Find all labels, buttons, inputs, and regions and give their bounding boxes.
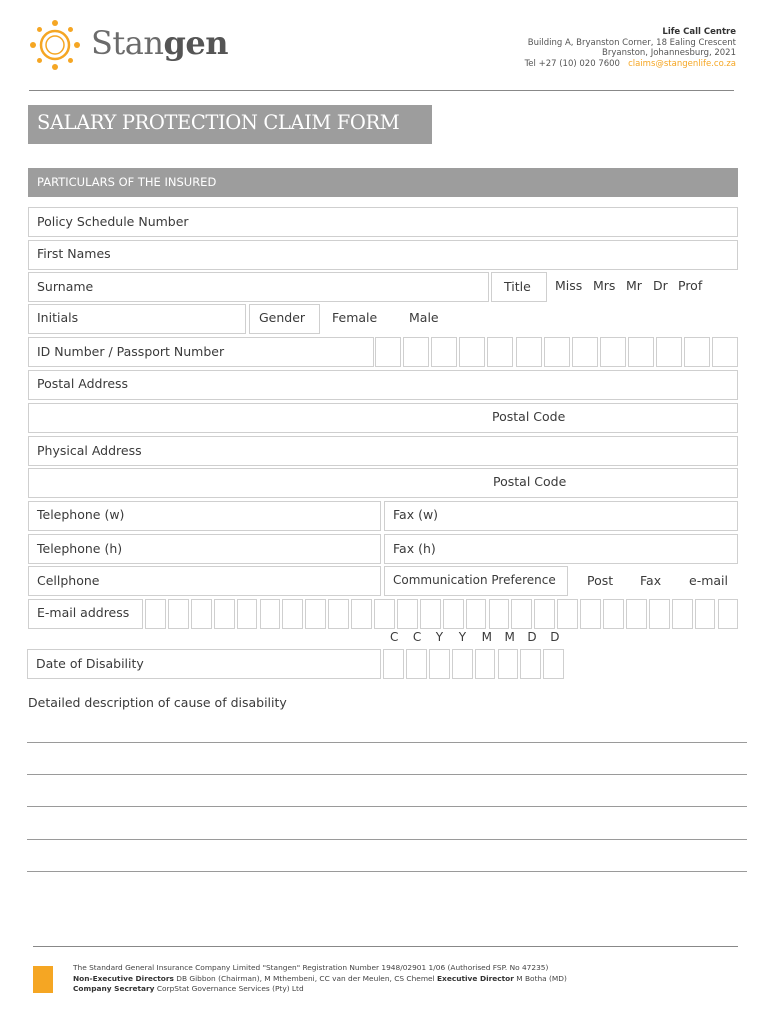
- cause-line[interactable]: [27, 839, 747, 840]
- footer-text: [73, 963, 567, 995]
- email-char-cell[interactable]: [397, 599, 418, 629]
- date-digit-cell[interactable]: [383, 649, 404, 679]
- date-digit-cell[interactable]: [452, 649, 473, 679]
- section-header: [28, 168, 738, 197]
- email-char-cell[interactable]: [580, 599, 601, 629]
- email-char-cell[interactable]: [672, 599, 693, 629]
- contact-email-link[interactable]: claims@stangenlife.co.za: [628, 58, 736, 69]
- footer-exec-value: M Botha (MD): [516, 973, 567, 983]
- contact-address-line2: Bryanston, Johannesburg, 2021: [602, 48, 736, 58]
- brand-name: [91, 24, 228, 62]
- contact-block: [525, 27, 736, 69]
- policy-schedule-label: Policy Schedule Number: [37, 214, 189, 229]
- email-char-cell[interactable]: [534, 599, 555, 629]
- email-char-cell[interactable]: [191, 599, 212, 629]
- surname-label: Surname: [37, 279, 94, 294]
- id-number-cell[interactable]: [375, 337, 401, 367]
- comm-option-post[interactable]: Post: [587, 573, 614, 588]
- id-number-cell[interactable]: [684, 337, 710, 367]
- telephone-h-label: Telephone (h): [37, 541, 123, 556]
- id-number-cell[interactable]: [431, 337, 457, 367]
- cellphone-field[interactable]: [28, 566, 381, 596]
- cellphone-label: Cellphone: [37, 573, 100, 588]
- header-divider: [29, 90, 734, 91]
- id-number-cell[interactable]: [656, 337, 682, 367]
- policy-schedule-field[interactable]: [28, 207, 738, 237]
- date-format-letter: M: [504, 630, 515, 644]
- brand-name-part2: gen: [163, 24, 228, 62]
- footer-sec-value: CorpStat Governance Services (Pty) Ltd: [156, 984, 304, 993]
- date-digit-cell[interactable]: [406, 649, 427, 679]
- first-names-label: First Names: [37, 246, 111, 261]
- footer-exec-label: Executive Director: [437, 973, 514, 983]
- email-char-cell[interactable]: [328, 599, 349, 629]
- date-of-disability-label: Date of Disability: [36, 656, 144, 671]
- date-format-letter: Y: [458, 630, 467, 644]
- telephone-h-field[interactable]: [28, 534, 381, 564]
- email-char-cell[interactable]: [420, 599, 441, 629]
- gender-option-male[interactable]: Male: [409, 310, 439, 325]
- contact-title: Life Call Centre: [662, 27, 736, 37]
- fax-w-label: Fax (w): [393, 507, 439, 522]
- telephone-w-label: Telephone (w): [37, 507, 125, 522]
- fax-h-field[interactable]: [384, 534, 738, 564]
- brand-name-part1: Stan: [91, 24, 164, 62]
- email-char-cell[interactable]: [282, 599, 303, 629]
- date-digit-cell[interactable]: [475, 649, 496, 679]
- form-title-banner: [28, 105, 432, 144]
- id-number-cell[interactable]: [628, 337, 654, 367]
- footer-divider: [33, 946, 738, 947]
- gender-option-female[interactable]: Female: [332, 310, 378, 325]
- email-char-cell[interactable]: [214, 599, 235, 629]
- id-number-cell[interactable]: [403, 337, 429, 367]
- date-format-letter: Y: [435, 630, 444, 644]
- date-format-letter: D: [550, 630, 560, 644]
- postal-address-line2[interactable]: [28, 403, 738, 433]
- email-char-cell[interactable]: [489, 599, 510, 629]
- footer-ned-label: Non-Executive Directors: [73, 973, 174, 983]
- title-option-mr[interactable]: Mr: [626, 278, 642, 293]
- title-label-box: [491, 272, 547, 302]
- id-number-cell[interactable]: [572, 337, 598, 367]
- email-label-box: [28, 599, 143, 629]
- telephone-w-field[interactable]: [28, 501, 381, 531]
- comm-preference-label-box: [384, 566, 568, 596]
- postal-address-label: Postal Address: [37, 376, 129, 391]
- initials-label: Initials: [37, 310, 79, 325]
- email-char-cell[interactable]: [649, 599, 670, 629]
- physical-address-line2[interactable]: [28, 468, 738, 498]
- title-option-mrs[interactable]: Mrs: [593, 278, 616, 293]
- date-format-letter: C: [412, 630, 422, 644]
- form-title: SALARY PROTECTION CLAIM FORM: [37, 111, 400, 134]
- footer-accent-bar: [33, 966, 53, 993]
- fax-w-field[interactable]: [384, 501, 738, 531]
- title-option-dr[interactable]: Dr: [653, 278, 668, 293]
- gender-label: Gender: [259, 310, 306, 325]
- cause-description-label: Detailed description of cause of disability: [28, 695, 287, 710]
- email-char-cell[interactable]: [466, 599, 487, 629]
- id-number-cell[interactable]: [544, 337, 570, 367]
- id-number-cell[interactable]: [459, 337, 485, 367]
- email-char-cell[interactable]: [603, 599, 624, 629]
- email-char-cell[interactable]: [260, 599, 281, 629]
- cause-line[interactable]: [27, 806, 747, 807]
- cause-line[interactable]: [27, 871, 747, 872]
- email-address-label: E-mail address: [37, 605, 130, 620]
- initials-field[interactable]: [28, 304, 246, 334]
- title-label: Title: [504, 279, 531, 294]
- date-format-letter: D: [527, 630, 537, 644]
- date-format-letter: C: [390, 630, 399, 644]
- first-names-field[interactable]: [28, 240, 738, 270]
- contact-tel: Tel +27 (10) 020 7600: [524, 58, 620, 69]
- id-number-cell[interactable]: [487, 337, 513, 367]
- postal-address-field[interactable]: [28, 370, 738, 400]
- id-number-cell[interactable]: [516, 337, 542, 367]
- postal-code-label-2: Postal Code: [493, 474, 567, 489]
- physical-address-label: Physical Address: [37, 443, 142, 458]
- section-title: PARTICULARS OF THE INSURED: [37, 175, 217, 189]
- gender-label-box: [249, 304, 320, 334]
- sun-icon: [29, 19, 81, 71]
- title-option-prof[interactable]: Prof: [678, 278, 703, 293]
- email-char-cell[interactable]: [145, 599, 166, 629]
- email-char-cell[interactable]: [626, 599, 647, 629]
- footer-registration: The Standard General Insurance Company Limited "Stangen" Registration Number 1948/02901 1/06 (Authorised FSP. No 47235): [73, 963, 549, 972]
- comm-option-fax[interactable]: Fax: [640, 573, 662, 588]
- footer-sec-label: Company Secretary: [73, 984, 155, 993]
- id-number-label-box: [28, 337, 374, 367]
- date-digit-cell[interactable]: [520, 649, 541, 679]
- email-char-cell[interactable]: [168, 599, 189, 629]
- comm-option-email[interactable]: e-mail: [689, 573, 728, 588]
- date-digit-cell[interactable]: [543, 649, 564, 679]
- email-char-cell[interactable]: [718, 599, 739, 629]
- contact-address-line1: Building A, Bryanston Corner, 18 Ealing Crescent: [527, 37, 736, 48]
- email-char-cell[interactable]: [511, 599, 532, 629]
- id-number-cell[interactable]: [712, 337, 738, 367]
- email-char-cell[interactable]: [695, 599, 716, 629]
- fax-h-label: Fax (h): [393, 541, 436, 556]
- surname-field[interactable]: [28, 272, 489, 302]
- email-char-cell[interactable]: [443, 599, 464, 629]
- physical-address-field[interactable]: [28, 436, 738, 466]
- date-digit-cell[interactable]: [498, 649, 519, 679]
- email-char-cell[interactable]: [237, 599, 258, 629]
- id-number-label: ID Number / Passport Number: [37, 344, 225, 359]
- date-digit-cell[interactable]: [429, 649, 450, 679]
- email-char-cell[interactable]: [305, 599, 326, 629]
- email-char-cell[interactable]: [374, 599, 395, 629]
- email-char-cell[interactable]: [557, 599, 578, 629]
- cause-line[interactable]: [27, 742, 747, 743]
- email-char-cell[interactable]: [351, 599, 372, 629]
- title-option-miss[interactable]: Miss: [555, 278, 583, 293]
- cause-line[interactable]: [27, 774, 747, 775]
- date-of-disability-label-box: [27, 649, 381, 679]
- postal-code-label-1: Postal Code: [492, 409, 566, 424]
- id-number-cell[interactable]: [600, 337, 626, 367]
- footer-ned-value: DB Gibbon (Chairman), M Mthembeni, CC van der Meulen, CS Chemel: [176, 973, 435, 983]
- date-format-letter: M: [481, 630, 492, 644]
- comm-preference-label: Communication Preference: [393, 573, 556, 587]
